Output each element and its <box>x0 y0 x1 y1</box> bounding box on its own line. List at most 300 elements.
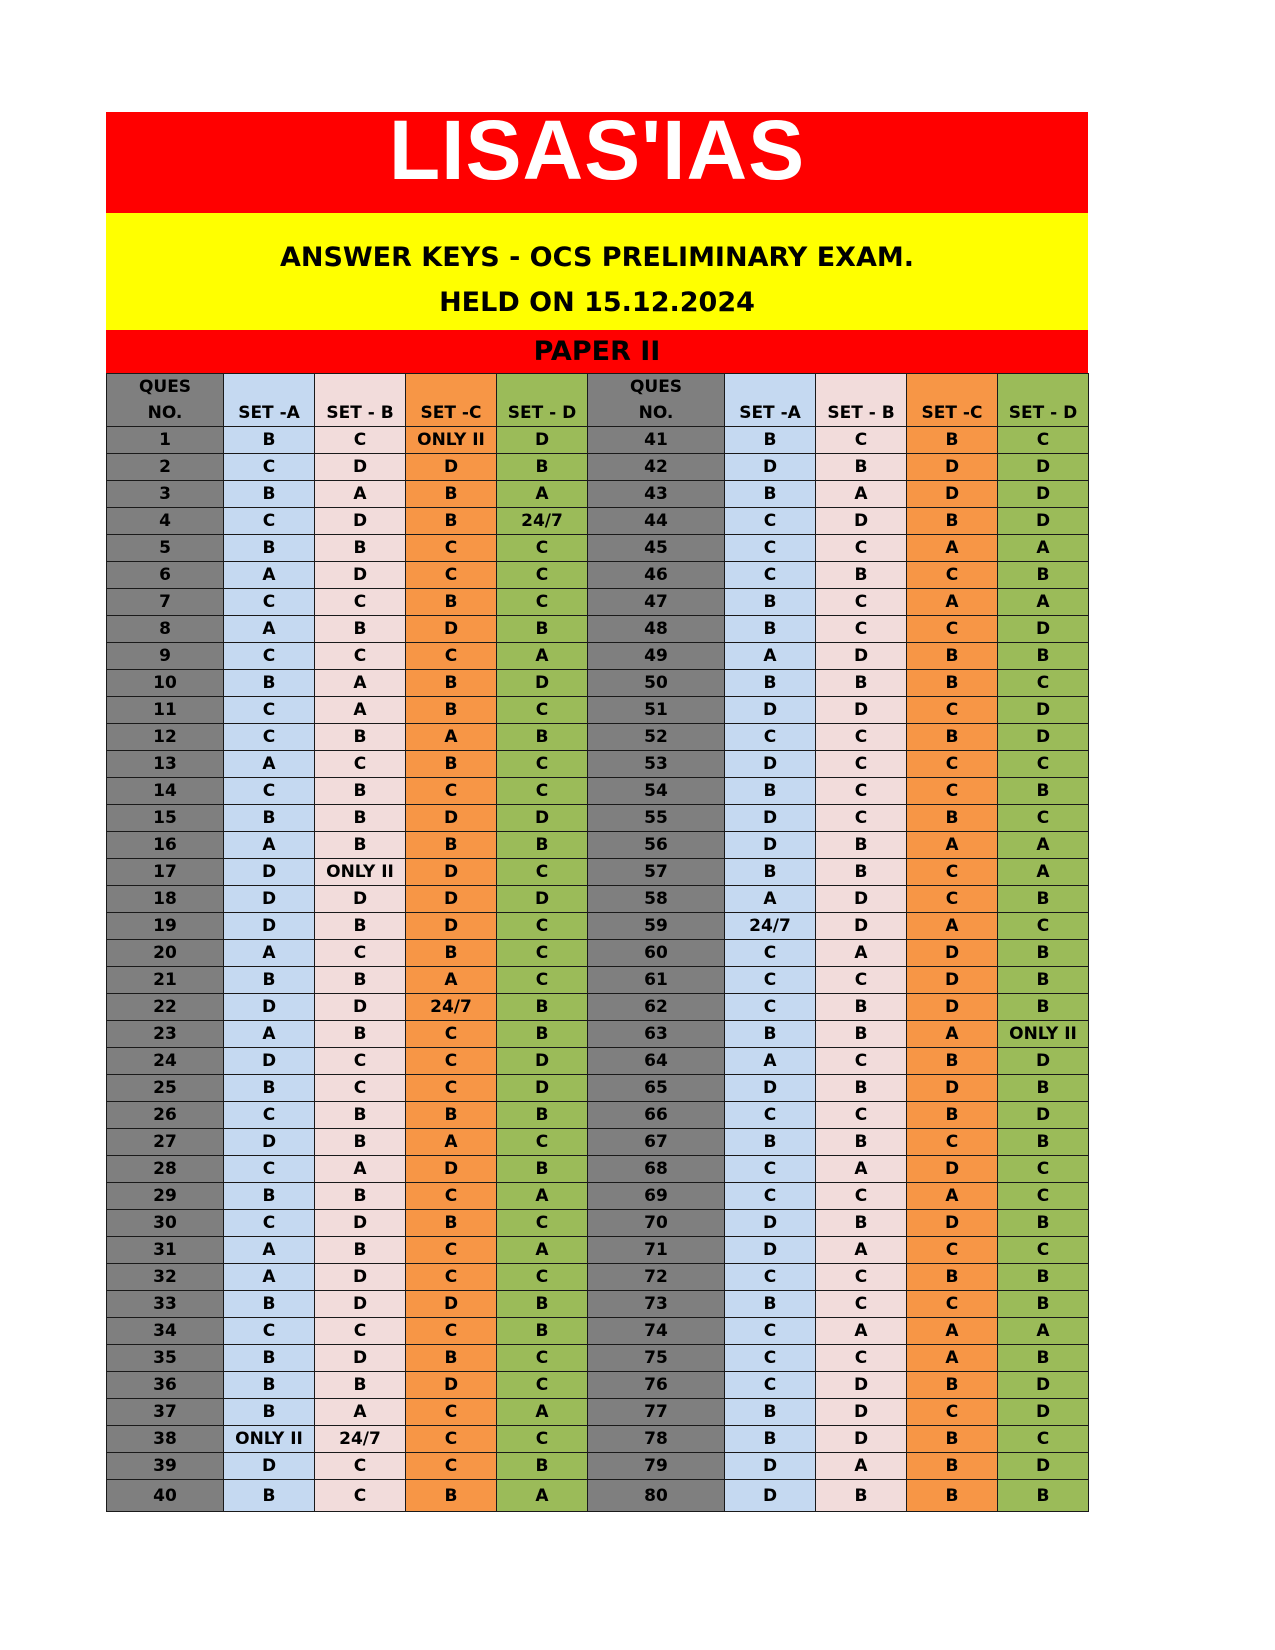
set-d-answer: C <box>497 697 588 724</box>
set-c-answer: D <box>907 940 998 967</box>
set-a-answer: C <box>725 1264 816 1291</box>
set-b-answer: B <box>315 724 406 751</box>
set-b-answer: D <box>315 562 406 589</box>
set-d-answer: C <box>998 751 1089 778</box>
table-row <box>107 697 1089 724</box>
set-c-answer: C <box>406 535 497 562</box>
set-d-answer: A <box>497 1480 588 1512</box>
question-number: 19 <box>107 913 224 940</box>
table-row <box>107 616 1089 643</box>
paper-banner <box>106 330 1088 373</box>
set-c-answer: C <box>907 778 998 805</box>
table-row <box>107 994 1089 1021</box>
question-number: 38 <box>107 1426 224 1453</box>
question-number: 47 <box>588 589 725 616</box>
set-d-answer: C <box>497 589 588 616</box>
set-d-answer: A <box>998 859 1089 886</box>
table-row <box>107 1156 1089 1183</box>
question-number: 1 <box>107 427 224 454</box>
table-row <box>107 670 1089 697</box>
set-c-answer: C <box>907 886 998 913</box>
set-a-answer: D <box>725 1210 816 1237</box>
set-c-answer: C <box>907 616 998 643</box>
set-c-answer: C <box>406 1453 497 1480</box>
table-row <box>107 1291 1089 1318</box>
set-d-answer: B <box>497 1021 588 1048</box>
set-c-answer: A <box>907 589 998 616</box>
set-b-answer: A <box>816 481 907 508</box>
set-c-answer: D <box>406 805 497 832</box>
set-a-answer: C <box>725 994 816 1021</box>
question-number: 6 <box>107 562 224 589</box>
set-c-answer: A <box>907 1318 998 1345</box>
set-c-answer: B <box>907 643 998 670</box>
answer-key-sheet <box>106 112 1088 1512</box>
set-c-answer: C <box>406 643 497 670</box>
set-a-answer: C <box>224 1210 315 1237</box>
set-b-answer: C <box>816 1102 907 1129</box>
question-number: 74 <box>588 1318 725 1345</box>
set-c-answer: D <box>406 1372 497 1399</box>
question-number: 59 <box>588 913 725 940</box>
question-number: 54 <box>588 778 725 805</box>
set-a-answer: A <box>725 886 816 913</box>
set-c-answer: A <box>907 832 998 859</box>
set-c-answer: D <box>406 1291 497 1318</box>
set-c-answer: B <box>406 832 497 859</box>
set-b-answer: ONLY II <box>315 859 406 886</box>
question-number: 36 <box>107 1372 224 1399</box>
set-d-answer: C <box>497 1264 588 1291</box>
set-d-answer: B <box>998 994 1089 1021</box>
question-number: 77 <box>588 1399 725 1426</box>
set-b-answer: C <box>315 643 406 670</box>
set-d-answer: C <box>497 1345 588 1372</box>
set-c-answer: B <box>907 1102 998 1129</box>
set-c-answer: C <box>907 1237 998 1264</box>
set-b-answer: C <box>816 967 907 994</box>
set-c-answer: B <box>907 1372 998 1399</box>
set-d-answer: ONLY II <box>998 1021 1089 1048</box>
set-a-answer: C <box>224 724 315 751</box>
set-c-answer: C <box>907 697 998 724</box>
set-d-answer: B <box>998 1291 1089 1318</box>
question-number: 13 <box>107 751 224 778</box>
table-row <box>107 535 1089 562</box>
set-c-answer: 24/7 <box>406 994 497 1021</box>
question-number: 65 <box>588 1075 725 1102</box>
set-b-answer: C <box>315 940 406 967</box>
set-c-answer: D <box>907 1075 998 1102</box>
set-d-answer: A <box>497 481 588 508</box>
question-number: 39 <box>107 1453 224 1480</box>
question-number: 42 <box>588 454 725 481</box>
set-d-answer: D <box>497 1048 588 1075</box>
set-d-answer: A <box>497 1183 588 1210</box>
set-c-answer: B <box>907 427 998 454</box>
set-d-answer: A <box>998 589 1089 616</box>
set-b-answer: B <box>816 1210 907 1237</box>
set-d-answer: B <box>998 643 1089 670</box>
table-row <box>107 1453 1089 1480</box>
set-b-answer: D <box>816 913 907 940</box>
brand-banner <box>106 112 1088 213</box>
set-a-answer: A <box>224 1237 315 1264</box>
set-b-answer: C <box>315 1453 406 1480</box>
set-b-answer: B <box>315 1102 406 1129</box>
set-b-answer: D <box>816 643 907 670</box>
set-c-answer: A <box>406 1129 497 1156</box>
set-a-answer: C <box>224 1318 315 1345</box>
set-a-answer: B <box>224 1372 315 1399</box>
question-number: 30 <box>107 1210 224 1237</box>
set-a-answer: B <box>725 1021 816 1048</box>
table-row <box>107 454 1089 481</box>
set-a-answer: D <box>224 859 315 886</box>
set-b-answer: A <box>816 1237 907 1264</box>
question-number: 27 <box>107 1129 224 1156</box>
set-d-answer: B <box>998 967 1089 994</box>
set-b-answer: D <box>315 1210 406 1237</box>
set-a-answer: ONLY II <box>224 1426 315 1453</box>
set-d-answer: B <box>497 832 588 859</box>
answer-key-table <box>106 373 1089 1512</box>
set-d-answer: C <box>998 1426 1089 1453</box>
question-number: 44 <box>588 508 725 535</box>
question-number: 78 <box>588 1426 725 1453</box>
set-d-answer: B <box>497 724 588 751</box>
set-c-answer: C <box>907 1129 998 1156</box>
set-b-answer: B <box>315 832 406 859</box>
set-d-answer: D <box>998 508 1089 535</box>
table-row <box>107 589 1089 616</box>
set-a-answer: C <box>224 778 315 805</box>
table-row <box>107 1480 1089 1512</box>
table-row <box>107 1129 1089 1156</box>
question-number: 56 <box>588 832 725 859</box>
table-row <box>107 724 1089 751</box>
set-d-answer: D <box>998 1453 1089 1480</box>
set-d-answer: D <box>497 670 588 697</box>
set-b-answer: 24/7 <box>315 1426 406 1453</box>
set-c-answer: B <box>406 1102 497 1129</box>
set-d-answer: C <box>497 913 588 940</box>
set-c-answer: B <box>907 1480 998 1512</box>
question-number: 51 <box>588 697 725 724</box>
set-a-answer: B <box>224 427 315 454</box>
set-c-answer: B <box>907 508 998 535</box>
set-b-answer: B <box>315 1021 406 1048</box>
set-a-answer: C <box>725 1156 816 1183</box>
set-a-answer: B <box>725 859 816 886</box>
exam-title: ANSWER KEYS - OCS PRELIMINARY EXAM. <box>279 242 915 273</box>
set-d-answer: B <box>998 1210 1089 1237</box>
question-number: 41 <box>588 427 725 454</box>
set-a-answer: C <box>224 589 315 616</box>
question-number: 60 <box>588 940 725 967</box>
question-number: 70 <box>588 1210 725 1237</box>
set-d-answer: C <box>998 1237 1089 1264</box>
set-d-answer: B <box>497 1156 588 1183</box>
set-b-answer: B <box>315 616 406 643</box>
table-row <box>107 1102 1089 1129</box>
set-d-header: SET - D <box>497 374 588 427</box>
set-d-answer: D <box>998 481 1089 508</box>
set-a-answer: C <box>725 508 816 535</box>
set-d-answer: B <box>998 778 1089 805</box>
set-a-answer: B <box>224 1291 315 1318</box>
set-c-answer: D <box>907 481 998 508</box>
set-a-answer: D <box>224 994 315 1021</box>
table-row <box>107 1318 1089 1345</box>
question-number: 45 <box>588 535 725 562</box>
table-row <box>107 940 1089 967</box>
set-c-answer: A <box>907 535 998 562</box>
set-a-answer: A <box>224 832 315 859</box>
set-d-answer: B <box>998 940 1089 967</box>
question-number: 67 <box>588 1129 725 1156</box>
table-row <box>107 832 1089 859</box>
set-c-answer: C <box>907 1399 998 1426</box>
set-d-answer: C <box>497 535 588 562</box>
set-c-answer: D <box>406 454 497 481</box>
question-number: 21 <box>107 967 224 994</box>
set-b-answer: B <box>315 535 406 562</box>
question-number: 50 <box>588 670 725 697</box>
ques-no-header: QUES NO. <box>588 374 725 427</box>
question-number: 57 <box>588 859 725 886</box>
question-number: 46 <box>588 562 725 589</box>
set-d-answer: D <box>497 805 588 832</box>
set-d-answer: C <box>998 670 1089 697</box>
table-row <box>107 886 1089 913</box>
set-b-answer: D <box>816 697 907 724</box>
set-b-answer: D <box>816 1426 907 1453</box>
set-b-answer: A <box>816 940 907 967</box>
set-c-answer: D <box>406 886 497 913</box>
set-d-answer: B <box>998 1075 1089 1102</box>
set-b-answer: D <box>315 1345 406 1372</box>
set-b-answer: B <box>315 1237 406 1264</box>
question-number: 25 <box>107 1075 224 1102</box>
question-number: 22 <box>107 994 224 1021</box>
set-c-answer: D <box>406 859 497 886</box>
question-number: 24 <box>107 1048 224 1075</box>
set-b-answer: D <box>816 1372 907 1399</box>
set-b-answer: C <box>816 535 907 562</box>
set-b-answer: C <box>816 1183 907 1210</box>
set-c-answer: D <box>406 1156 497 1183</box>
set-c-answer: B <box>907 1048 998 1075</box>
set-a-answer: C <box>224 697 315 724</box>
set-d-answer: D <box>998 616 1089 643</box>
set-d-answer: D <box>497 886 588 913</box>
question-number: 53 <box>588 751 725 778</box>
set-c-answer: B <box>907 1453 998 1480</box>
set-b-answer: C <box>315 1480 406 1512</box>
set-a-answer: A <box>224 616 315 643</box>
set-d-answer: C <box>998 1156 1089 1183</box>
set-b-answer: D <box>315 1291 406 1318</box>
set-a-answer: C <box>725 724 816 751</box>
table-row <box>107 1372 1089 1399</box>
table-row <box>107 1399 1089 1426</box>
set-a-answer: B <box>725 670 816 697</box>
question-number: 34 <box>107 1318 224 1345</box>
set-c-answer: C <box>406 1021 497 1048</box>
set-b-answer: B <box>315 913 406 940</box>
set-d-answer: C <box>497 940 588 967</box>
set-c-answer: C <box>406 1426 497 1453</box>
set-a-answer: D <box>725 1453 816 1480</box>
set-b-answer: B <box>315 1372 406 1399</box>
set-d-answer: 24/7 <box>497 508 588 535</box>
set-d-answer: D <box>998 1048 1089 1075</box>
set-c-answer: C <box>907 1291 998 1318</box>
table-row <box>107 1210 1089 1237</box>
set-d-answer: B <box>497 994 588 1021</box>
set-b-answer: B <box>816 1075 907 1102</box>
set-d-answer: C <box>998 805 1089 832</box>
set-d-answer: C <box>497 967 588 994</box>
question-number: 4 <box>107 508 224 535</box>
set-c-answer: C <box>406 1318 497 1345</box>
set-a-answer: B <box>725 427 816 454</box>
question-number: 35 <box>107 1345 224 1372</box>
set-d-answer: B <box>497 1102 588 1129</box>
question-number: 64 <box>588 1048 725 1075</box>
set-b-answer: A <box>315 481 406 508</box>
set-a-answer: B <box>224 805 315 832</box>
set-b-answer: D <box>315 1264 406 1291</box>
question-number: 40 <box>107 1480 224 1512</box>
set-a-answer: D <box>725 832 816 859</box>
paper-label: PAPER II <box>533 336 661 367</box>
set-a-answer: A <box>224 751 315 778</box>
set-b-answer: B <box>315 805 406 832</box>
question-number: 2 <box>107 454 224 481</box>
question-number: 43 <box>588 481 725 508</box>
set-b-answer: C <box>315 1318 406 1345</box>
set-a-answer: D <box>725 1075 816 1102</box>
set-a-answer: B <box>224 1183 315 1210</box>
set-d-answer: D <box>497 1075 588 1102</box>
set-b-answer: D <box>816 1399 907 1426</box>
answer-rows <box>107 427 1089 1512</box>
question-number: 68 <box>588 1156 725 1183</box>
set-c-answer: A <box>907 1183 998 1210</box>
set-c-answer: ONLY II <box>406 427 497 454</box>
set-b-answer: C <box>816 1048 907 1075</box>
set-c-answer: B <box>406 589 497 616</box>
set-c-answer: D <box>907 967 998 994</box>
set-b-answer: D <box>315 508 406 535</box>
set-a-answer: C <box>224 1156 315 1183</box>
set-d-answer: B <box>998 886 1089 913</box>
question-number: 76 <box>588 1372 725 1399</box>
set-a-answer: A <box>224 940 315 967</box>
set-a-answer: B <box>224 481 315 508</box>
set-d-answer: D <box>497 427 588 454</box>
question-number: 71 <box>588 1237 725 1264</box>
table-row <box>107 913 1089 940</box>
set-b-answer: C <box>816 589 907 616</box>
set-b-answer: C <box>816 427 907 454</box>
question-number: 37 <box>107 1399 224 1426</box>
set-d-answer: C <box>497 778 588 805</box>
table-row <box>107 967 1089 994</box>
set-b-answer: D <box>315 886 406 913</box>
table-row <box>107 1183 1089 1210</box>
set-d-answer: B <box>497 1453 588 1480</box>
question-number: 63 <box>588 1021 725 1048</box>
set-d-answer: A <box>998 832 1089 859</box>
set-b-answer: C <box>315 427 406 454</box>
set-b-answer: B <box>315 967 406 994</box>
set-a-answer: D <box>725 805 816 832</box>
set-d-answer: D <box>998 1372 1089 1399</box>
set-c-answer: D <box>907 994 998 1021</box>
table-row <box>107 508 1089 535</box>
table-row <box>107 1021 1089 1048</box>
question-number: 15 <box>107 805 224 832</box>
table-row <box>107 643 1089 670</box>
set-b-answer: C <box>816 751 907 778</box>
set-a-answer: C <box>725 562 816 589</box>
set-c-answer: B <box>907 1264 998 1291</box>
set-d-answer: A <box>497 1237 588 1264</box>
set-c-answer: D <box>406 616 497 643</box>
set-d-answer: C <box>998 913 1089 940</box>
set-b-answer: B <box>816 859 907 886</box>
set-c-answer: B <box>907 1426 998 1453</box>
set-a-answer: D <box>224 913 315 940</box>
table-row <box>107 1048 1089 1075</box>
set-b-answer: C <box>816 805 907 832</box>
set-b-answer: A <box>315 1156 406 1183</box>
set-a-answer: C <box>725 967 816 994</box>
set-b-answer: A <box>315 1399 406 1426</box>
set-a-answer: C <box>224 508 315 535</box>
question-number: 12 <box>107 724 224 751</box>
set-a-answer: C <box>725 1345 816 1372</box>
question-number: 31 <box>107 1237 224 1264</box>
set-c-answer: D <box>907 1156 998 1183</box>
set-d-answer: C <box>998 1183 1089 1210</box>
question-number: 10 <box>107 670 224 697</box>
set-a-answer: B <box>224 535 315 562</box>
set-c-answer: B <box>907 805 998 832</box>
question-number: 75 <box>588 1345 725 1372</box>
question-number: 55 <box>588 805 725 832</box>
exam-date: HELD ON 15.12.2024 <box>439 287 755 318</box>
set-a-answer: B <box>725 778 816 805</box>
set-a-answer: B <box>224 1345 315 1372</box>
set-c-answer: C <box>406 1075 497 1102</box>
set-d-answer: B <box>998 1129 1089 1156</box>
question-number: 16 <box>107 832 224 859</box>
set-b-answer: B <box>315 1183 406 1210</box>
table-row <box>107 562 1089 589</box>
set-d-answer: B <box>497 1291 588 1318</box>
set-b-answer: B <box>816 454 907 481</box>
set-d-answer: A <box>497 1399 588 1426</box>
set-a-answer: B <box>224 1075 315 1102</box>
question-number: 48 <box>588 616 725 643</box>
question-number: 11 <box>107 697 224 724</box>
set-c-answer: C <box>406 1264 497 1291</box>
set-a-answer: B <box>224 670 315 697</box>
